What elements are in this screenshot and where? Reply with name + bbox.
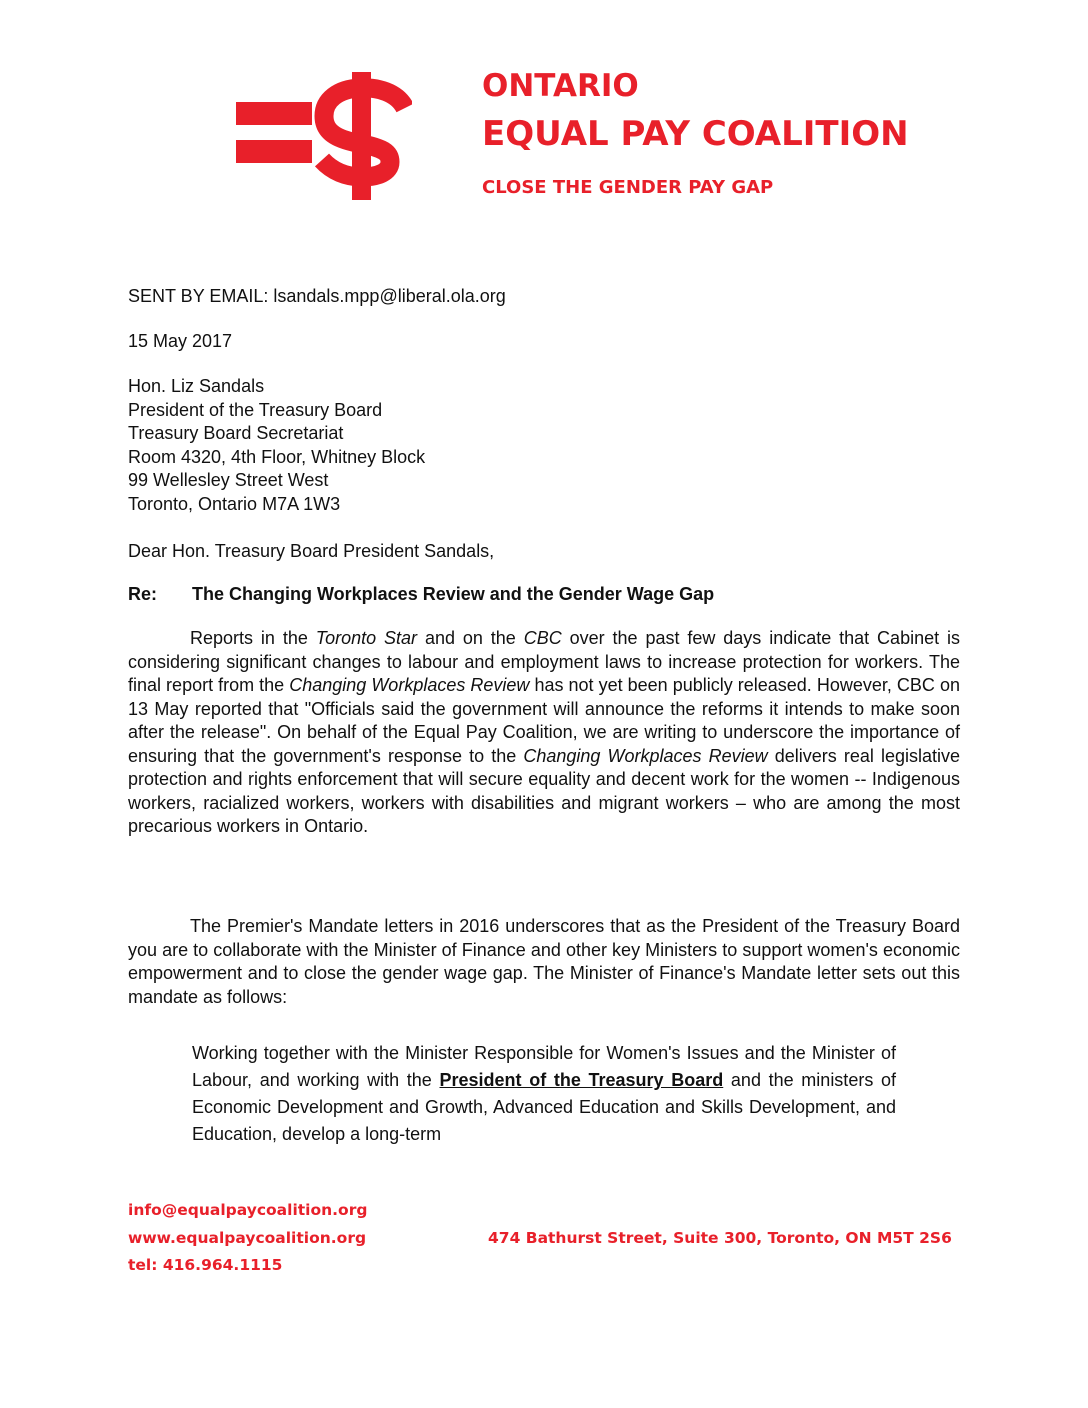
recipient-line: Toronto, Ontario M7A 1W3 bbox=[128, 493, 341, 514]
subject-title: The Changing Workplaces Review and the Gender Wage Gap bbox=[192, 584, 715, 604]
recipient-line: Treasury Board Secretariat bbox=[128, 423, 344, 443]
recipient-line: 99 Wellesley Street West bbox=[128, 470, 329, 490]
recipient-line: Room 4320, 4th Floor, Whitney Block bbox=[128, 446, 426, 467]
sent-by-email-line: SENT BY EMAIL: lsandals.mpp@liberal.ola.org bbox=[128, 286, 506, 306]
p1-italic-review-title: Changing Workplaces Review bbox=[523, 745, 768, 766]
letter-date: 15 May 2017 bbox=[128, 331, 233, 351]
p1-text: has not yet been publicly released. However, CBC on 13 May reported that "Officials said the government will announce the reforms it intends to make soon after the release". On behalf of the Equal Pay Coalition, we are writing to underscore the importance of ensuring that the government's response to the bbox=[128, 675, 960, 766]
p1-italic-publication: Toronto Star bbox=[315, 628, 418, 648]
paragraph-1 bbox=[128, 627, 960, 839]
org-tagline: CLOSE THE GENDER PAY GAP bbox=[482, 177, 774, 198]
footer-website: www.equalpaycoalition.org bbox=[128, 1229, 367, 1247]
p1-text: delivers real legislative protection and rights enforcement that will secure equality and decent work for the women -- Indigenous workers, racialized workers, workers with disabilities and migrant workers – who are among the most precarious workers in Ontario. bbox=[128, 745, 960, 836]
recipient-address bbox=[128, 375, 425, 516]
p1-text: and on the bbox=[417, 628, 524, 648]
block-quote bbox=[192, 1040, 896, 1148]
footer-phone: tel: 416.964.1115 bbox=[128, 1256, 283, 1274]
org-name-line2: EQUAL PAY COALITION bbox=[482, 114, 909, 154]
quote-text: Working together with the Minister Responsible for Women's Issues and the Minister of Labour, and working with the bbox=[192, 1043, 896, 1090]
footer-email: info@equalpaycoalition.org bbox=[128, 1201, 368, 1219]
org-name-line1: ONTARIO bbox=[482, 68, 639, 104]
quote-emphasis: President of the Treasury Board bbox=[439, 1070, 724, 1090]
p1-italic-review-title: Changing Workplaces Review bbox=[289, 675, 530, 695]
salutation: Dear Hon. Treasury Board President Sandals, bbox=[128, 541, 495, 561]
p1-text: Reports in the bbox=[190, 628, 316, 648]
p2-text: The Premier's Mandate letters in 2016 underscores that as the President of the Treasury Board you are to collaborate with the Minister of Finance and other key Ministers to support women's economic empowerment and to close the gender wage gap. The Minister of Finance's Mandate letter sets out this mandate as follows: bbox=[128, 916, 960, 1007]
quote-text: and the ministers of Economic Development and Growth, Advanced Education and Skills Development, and Education, develop a long-term bbox=[192, 1070, 896, 1144]
recipient-line: Hon. Liz Sandals bbox=[128, 376, 265, 396]
equals-dollar-logo-icon bbox=[232, 72, 412, 200]
p1-text: over the past few days indicate that Cabinet is considering significant changes to labour and employment laws to increase protection for workers. The final report from the bbox=[128, 628, 960, 695]
p1-italic-publication: CBC bbox=[523, 628, 562, 648]
subject-label: Re: bbox=[128, 584, 158, 604]
recipient-line: President of the Treasury Board bbox=[128, 399, 383, 420]
paragraph-2 bbox=[128, 915, 960, 1009]
footer-address: 474 Bathurst Street, Suite 300, Toronto, ON M5T 2S6 bbox=[488, 1229, 952, 1247]
